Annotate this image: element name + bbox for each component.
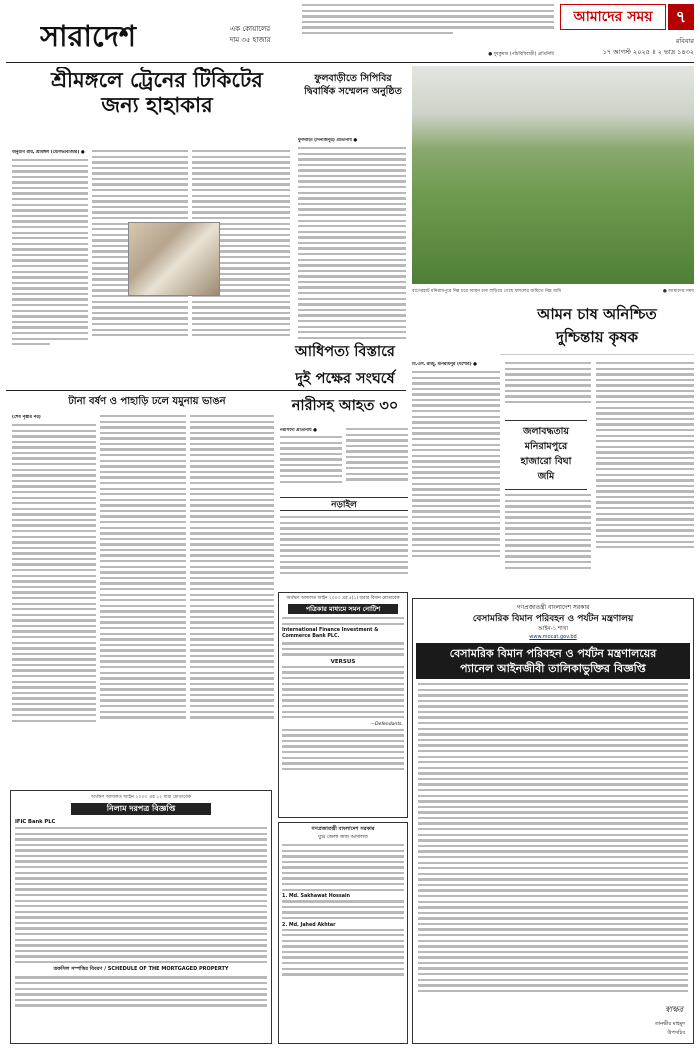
ministry-title-banner xyxy=(416,643,690,679)
clash-story-col-1 xyxy=(280,428,342,494)
ministry-notice xyxy=(412,598,694,1044)
aman-pull-quote xyxy=(505,420,587,490)
issue-day: রবিবার xyxy=(675,37,694,45)
court-defendant-2: 2. Md. Jahed Akhtar xyxy=(282,922,336,928)
fulbari-byline: ফুলবাড়ী (দিনাজপুর) প্রতিনিধি ● xyxy=(298,138,358,143)
summons-title: পত্রিকার মাধ্যমে সমন নোটিশ xyxy=(288,604,398,614)
ministry-title-line-2: প্যানেল আইনজীবী তালিকাভুক্তির বিজ্ঞপ্তি xyxy=(460,662,646,675)
photo-credit: ● আমাদের সময় xyxy=(662,289,694,294)
clash-dateline: নরসিংদী প্রতিনিধি ● xyxy=(280,428,317,433)
summons-reference: অর্থঋণ আদালত আইন ২০০৩ এর ৫(১) ধারার বিধান মোতাবেক xyxy=(286,596,400,601)
top-strip-credit: ● দুধকুমার (পাঁচবিবিবাড়ী) প্রতিনিধি xyxy=(488,52,554,57)
ific-auction-notice xyxy=(10,790,272,1044)
lead-story-col-1 xyxy=(12,150,88,382)
clash-headline-line-3: নারীসহ আহত ৩০ xyxy=(291,397,399,414)
photo-caption: বাগেরহাট মনিরামপুরে নিম্ন চরে আমন চাষ বাড়িয়ে গেছে ফসলের জমিতে নিম্ন জমি xyxy=(412,289,562,294)
aman-story-col-1 xyxy=(412,362,500,592)
tribe-story-col-3 xyxy=(190,415,274,783)
issue-date: ১৭ আগস্ট ২০২৫ ॥ ২ ভাদ্র ১৪৩২ xyxy=(602,48,694,56)
clash-story-col-3 xyxy=(280,516,408,588)
ific-notice-title: নিলাম দরপত্র বিজ্ঞপ্তি xyxy=(71,803,211,815)
tribe-story-col-1 xyxy=(12,415,96,783)
aman-headline xyxy=(500,303,694,355)
ministry-header: গণপ্রজাতন্ত্রী বাংলাদেশ সরকার xyxy=(516,604,590,611)
aman-story-col-2b xyxy=(505,494,591,592)
clash-sub-label: নড়াইল xyxy=(280,497,408,511)
clash-headline-line-1: আধিপত্য বিস্তারে xyxy=(295,343,395,360)
ific-schedule-title: তফসিল সম্পত্তির বিবরণ / SCHEDULE OF THE MORTGAGED PROPERTY xyxy=(53,966,229,973)
court-header-2: যুগ্ম জেলা জজ আদালত xyxy=(318,834,368,840)
section-title: সারাদেশ xyxy=(40,19,136,53)
clash-headline-line-2: দুই পক্ষের সংঘর্ষে xyxy=(295,370,395,387)
ministry-signature: স্বাক্ষর xyxy=(664,1005,683,1014)
fulbari-headline: ফুলবাড়ীতে সিপিবির দ্বিবার্ষিক সম্মেলন অনুষ্ঠিত xyxy=(304,73,402,97)
pull-quote-line-3: হাজারো বিঘা xyxy=(520,456,572,467)
page-number: ৭ xyxy=(675,7,687,26)
ific-bank-line: IFIC Bank PLC xyxy=(15,819,56,825)
tribe-story-col-2 xyxy=(100,415,186,783)
tribe-col-head: (শেষ পৃষ্ঠার পর) xyxy=(12,415,41,420)
page-number-badge xyxy=(668,4,694,30)
court-notice xyxy=(278,822,408,1044)
price-tag xyxy=(214,24,286,54)
ministry-title-line-1: বেসামরিক বিমান পরিবহন ও পর্যটন মন্ত্রণালয়ের xyxy=(449,647,657,660)
aman-byline: মি.এস. রাজু, মনিরামপুর (যশোর) ● xyxy=(412,362,477,367)
summons-company: International Finance Investment & Commerce Bank PLC. xyxy=(282,628,379,640)
summons-versus: VERSUS xyxy=(330,658,356,665)
top-continuation-text xyxy=(302,4,554,58)
lead-headline-line-2: জন্য হাহাকার xyxy=(101,92,213,117)
tribe-headline: টানা বর্ষণ ও পাহাড়ি ঢলে যমুনায় ভাঙন xyxy=(68,396,226,407)
ministry-sign-title: উপসচিব xyxy=(667,1030,685,1036)
ticket-counter-photo xyxy=(128,222,220,296)
price-line-2: দাম ৩৫ হাজার xyxy=(229,36,271,44)
ific-notice-reference: অর্থঋণ আদালত আইন ২০০৩ এর ১২ ধারা মোতাবেক xyxy=(90,795,192,800)
ministry-website[interactable]: www.mocat.gov.bd xyxy=(529,634,577,640)
price-line-1: এক কোয়ালের xyxy=(229,25,271,33)
ministry-name-top: বেসামরিক বিমান পরিবহন ও পর্যটন মন্ত্রণালয় xyxy=(472,614,634,624)
pull-quote-line-4: জমি xyxy=(537,471,555,482)
summons-notice xyxy=(278,592,408,818)
ministry-sign-name: তানভীর মাহমুদ xyxy=(655,1021,685,1027)
aman-story-col-3 xyxy=(596,362,694,592)
aman-headline-line-2: দুশ্চিন্তায় কৃষক xyxy=(555,328,639,346)
brand-name: আমাদের সময় xyxy=(573,9,653,25)
court-header-1: গণপ্রজাতন্ত্রী বাংলাদেশ সরকার xyxy=(311,826,375,832)
lead-headline-line-1: শ্রীমঙ্গলে ট্রেনের টিকিটের xyxy=(51,67,263,92)
brand-logo xyxy=(560,4,666,30)
clash-headline xyxy=(280,338,410,422)
pull-quote-line-2: মনিরামপুরে xyxy=(524,441,568,452)
aman-story-col-2 xyxy=(505,362,591,418)
pull-quote-line-1: জলাবদ্ধতায় xyxy=(522,426,570,437)
paddy-field-photo xyxy=(412,66,694,284)
aman-headline-line-1: আমন চাষ অনিশ্চিত xyxy=(537,305,657,323)
ministry-branch: আইন-১ শাখা xyxy=(538,626,568,632)
lead-byline: অনুরাগ রায়, শ্রীমঙ্গল (মৌলভীবাজার) ● xyxy=(12,150,85,155)
lead-headline xyxy=(12,67,302,117)
summons-defendants: —Defendants. xyxy=(370,721,403,727)
clash-story-col-2 xyxy=(346,428,408,494)
court-defendant-1: 1. Md. Sakhawat Hossain xyxy=(282,894,351,900)
